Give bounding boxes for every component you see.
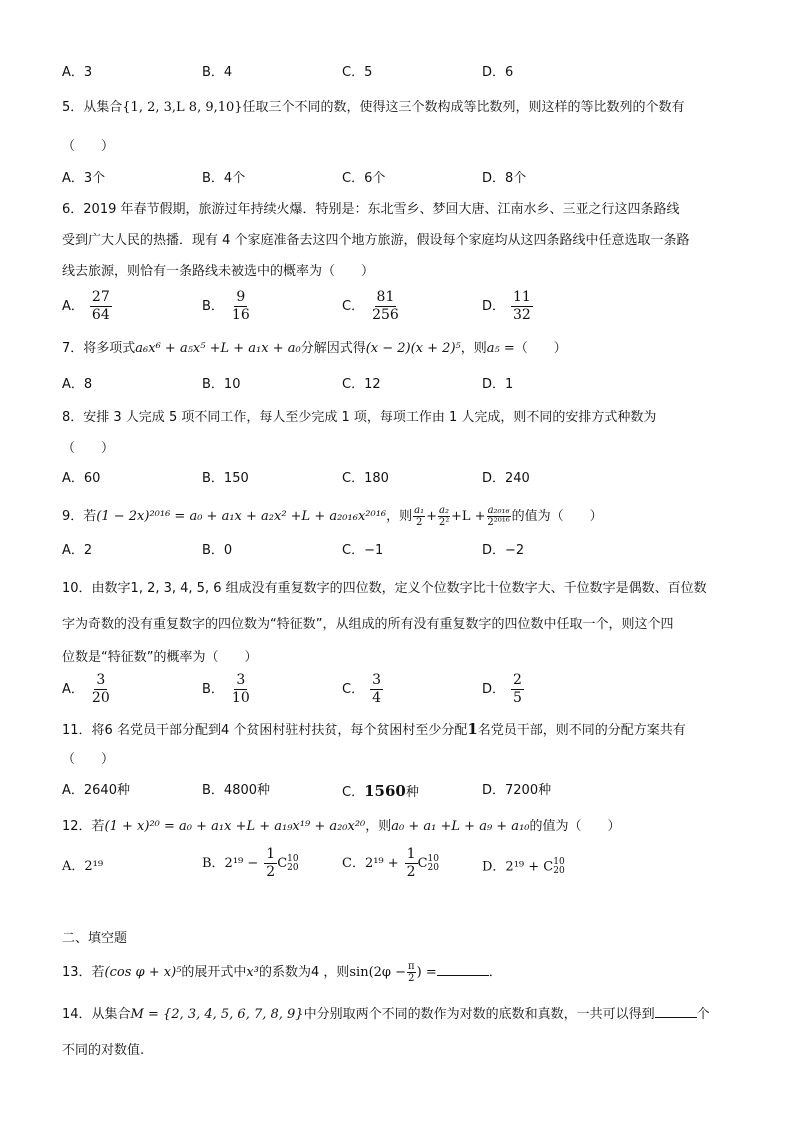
fraction-denominator: 16 <box>231 307 250 323</box>
fraction-numerator: 2 <box>513 672 522 688</box>
fraction-denominator: 2² <box>438 517 450 528</box>
q5-option-a: A．3个 <box>62 171 106 186</box>
q11-stem-text-2: 名党员干部，则不同的分配方案共有 <box>477 723 686 738</box>
q6-option-a <box>62 289 112 324</box>
comb-sub: 20 <box>553 866 565 876</box>
option-label: C． <box>342 682 365 697</box>
fraction <box>230 289 252 324</box>
comb-sup: 10 <box>427 853 439 864</box>
fraction-denominator: 2²⁰¹⁶ <box>487 517 510 528</box>
q10-line-2: 字为奇数的没有重复数字的四位数为“特征数”，从组成的所有没有重复数字的四位数中任取一个，则这个四 <box>62 617 674 632</box>
fraction-numerator: 9 <box>236 289 246 305</box>
q9-stem: 9．若(1 − 2x)²⁰¹⁶ = a₀ + a₁x + a₂x² +L + a₂₀₁₆x²⁰¹⁶，则 $\frac{\text{a₁}}{2}$ + $\frac{\text{a₂}}{\text{2²}}$ +L + $\frac{\text{a₂₀₁₆}}{\text{2²⁰¹⁶}}$ 的值为（ ） <box>62 505 603 528</box>
q11-option-c-unit: 种 <box>405 785 419 800</box>
fraction <box>511 672 524 707</box>
fraction-numerator: 1 <box>406 846 416 862</box>
q10-line-3: 位数是“特征数”的概率为（ ） <box>62 650 258 665</box>
q11-stem <box>62 720 686 740</box>
q10-line-1: 10．由数字1, 2, 3, 4, 5, 6 组成没有重复数字的四位数，定义个位数字比十位数字大、千位数字是偶数、百位数 <box>62 581 707 596</box>
fraction-numerator: 3 <box>96 672 106 688</box>
q13-stem-text-2: 的展开式中 <box>181 965 247 980</box>
q5-stem-text-2: 任取三个不同的数，使得这三个数构成等比数列，则这样的等比数列的个数有 <box>242 100 685 115</box>
fraction-denominator: 256 <box>372 307 399 323</box>
option-label: C． <box>342 299 365 314</box>
fraction <box>230 672 252 707</box>
q13-end: ． <box>488 965 502 980</box>
fraction <box>438 505 450 528</box>
option-label: D． <box>482 682 506 697</box>
q12-option-b <box>202 846 299 881</box>
q5-stem-text: 5．从集合 <box>62 100 123 115</box>
q12-stem-text-2: ，则 <box>365 819 392 834</box>
fraction-numerator: 81 <box>376 289 395 305</box>
option-label: B． <box>202 682 224 697</box>
q11-stem-text: 11．将6 名党员干部分配到4 个贫困村驻村扶贫，每个贫困村至少分配 <box>62 723 468 738</box>
fraction-denominator: 5 <box>513 690 522 706</box>
q6-option-c <box>342 289 401 324</box>
fraction-denominator: 4 <box>372 690 381 706</box>
option-label: C． <box>342 785 365 800</box>
q7-paren: （ ） <box>514 341 567 356</box>
comb-sup: 10 <box>553 857 565 867</box>
q4-option-a: A．3 <box>62 65 93 80</box>
fraction <box>370 672 383 707</box>
q11-paren: （ ） <box>62 752 115 767</box>
q9-expansion: (1 − 2x)²⁰¹⁶ = a₀ + a₁x + a₂x² +L + a₂₀₁₆x²⁰¹⁶ <box>96 509 387 524</box>
fraction-denominator: 2 <box>406 864 416 880</box>
fraction-denominator: 2 <box>415 517 423 528</box>
fraction-denominator: 10 <box>231 690 250 706</box>
q14-line-2: 不同的对数值. <box>62 1043 145 1058</box>
q7-option-c: C．12 <box>342 377 381 392</box>
fraction <box>90 289 112 324</box>
q10-option-a <box>62 672 112 707</box>
q8-option-c: C．180 <box>342 471 389 486</box>
option-label: A． <box>62 682 84 697</box>
q9-option-a: A．2 <box>62 543 93 558</box>
q7-option-a: A．8 <box>62 377 93 392</box>
q6-option-d <box>482 289 533 324</box>
q7-polynomial: a₆x⁶ + a₅x⁵ +L + a₁x + a₀ <box>135 341 301 356</box>
q5-option-b: B．4个 <box>202 171 246 186</box>
q8-option-b: B．150 <box>202 471 249 486</box>
fraction-numerator: a₂ <box>439 505 450 516</box>
q6-line-2: 受到广大人民的热播．现有 4 个家庭准备去这四个地方旅游，假设每个家庭均从这四条路线中任意选取一条路 <box>62 233 690 248</box>
q11-number: 1 <box>467 720 478 738</box>
q9-stem-text: 9．若 <box>62 509 97 524</box>
q9-ellipsis: +L + <box>451 509 486 524</box>
q14-stem-text: 14．从集合 <box>62 1007 131 1022</box>
q13-target-end: ) = <box>416 965 437 980</box>
q7-stem-text: 7．将多项式 <box>62 341 136 356</box>
q7-option-b: B．10 <box>202 377 241 392</box>
q10-option-d <box>482 672 524 707</box>
option-label: A． <box>62 299 84 314</box>
q14-stem-text-3: 个 <box>696 1007 710 1022</box>
q4-option-d: D．6 <box>482 65 514 80</box>
q13-stem <box>62 960 502 986</box>
q14-stem <box>62 1005 710 1024</box>
q8-paren: （ ） <box>62 441 115 456</box>
comb-sub: 20 <box>287 862 299 873</box>
fraction-numerator: π <box>408 961 415 972</box>
q4-option-c: C．5 <box>342 65 373 80</box>
option-label: B． <box>202 299 224 314</box>
q11-option-c-value: 1560 <box>364 782 406 800</box>
q9-stem-text-2: ，则 <box>386 509 413 524</box>
q8-option-d: D．240 <box>482 471 530 486</box>
q12-option-a-text: A．2¹⁹ <box>62 859 104 874</box>
option-label: D． <box>482 299 506 314</box>
q12-sum: a₀ + a₁ +L + a₉ + a₁₀ <box>391 819 530 834</box>
fraction-numerator: 1 <box>266 846 276 862</box>
q12-option-d-text: D．2¹⁹ + C <box>482 859 554 875</box>
q5-set: {1, 2, 3,L 8, 9,10} <box>122 100 243 115</box>
q9-option-d: D．−2 <box>482 543 525 558</box>
q9-option-b: B．0 <box>202 543 233 558</box>
q10-option-b <box>202 672 252 707</box>
combination: C 10 20 <box>417 853 439 873</box>
q11-option-d: D．7200种 <box>482 783 552 798</box>
q4-option-b: B．4 <box>202 65 233 80</box>
q5-option-c: C．6个 <box>342 171 386 186</box>
fraction <box>407 961 416 984</box>
q5-stem <box>62 99 685 117</box>
fraction <box>487 505 511 528</box>
q6-line-3: 线去旅源，则恰有一条路线未被选中的概率为（ ） <box>62 264 375 279</box>
fraction <box>511 289 533 324</box>
q13-stem-text: 13．若 <box>62 965 105 980</box>
q7-option-d: D．1 <box>482 377 514 392</box>
q5-paren: （ ） <box>62 139 115 154</box>
q12-option-c <box>342 846 439 881</box>
fraction-numerator: a₂₀₁₆ <box>487 505 510 516</box>
fraction <box>370 289 401 324</box>
q13-target: sin(2φ − <box>349 965 407 980</box>
q12-option-b-text: B．2¹⁹ − <box>202 856 259 871</box>
q13-stem-text-3: 的系数为4 ，则 <box>258 965 350 980</box>
q8-option-a: A．60 <box>62 471 101 486</box>
q7-target: a₅ = <box>486 341 515 356</box>
q7-stem <box>62 340 567 358</box>
q9-stem-text-3: 的值为（ ） <box>511 509 603 524</box>
q6-line-1: 6．2019 年春节假期，旅游过年持续火爆．特别是：东北雪乡、梦回大唐、江南水乡、三亚之行这四条路线 <box>62 202 680 217</box>
q10-option-c <box>342 672 383 707</box>
q8-stem: 8．安排 3 人完成 5 项不同工作，每人至少完成 1 项，每项工作由 1 人完成，则不同的安排方式种数为 <box>62 410 657 425</box>
fraction-denominator: 64 <box>91 307 110 323</box>
q9-option-c: C．−1 <box>342 543 384 558</box>
fraction <box>413 505 425 528</box>
q11-option-b: B．4800种 <box>202 783 271 798</box>
q11-option-a: A．2640种 <box>62 783 130 798</box>
q12-stem <box>62 818 621 836</box>
q12-stem-text: 12．若 <box>62 819 105 834</box>
q7-stem-text-3: ，则 <box>460 341 487 356</box>
fraction <box>405 846 418 881</box>
q13-expression: (cos φ + x)⁵ <box>104 965 182 980</box>
q14-set: M = {2, 3, 4, 5, 6, 7, 8, 9} <box>130 1007 304 1022</box>
q12-option-c-text: C．2¹⁹ + <box>342 856 399 871</box>
comb-sub: 20 <box>427 862 439 873</box>
fraction-denominator: 2 <box>408 973 415 984</box>
q11-option-c <box>342 782 419 802</box>
q6-option-b <box>202 289 252 324</box>
fraction-denominator: 2 <box>266 864 276 880</box>
q12-expansion: (1 + x)²⁰ = a₀ + a₁x +L + a₁₉x¹⁹ + a₂₀x²⁰ <box>104 819 366 834</box>
q13-term: x³ <box>246 965 259 980</box>
fraction-numerator: 11 <box>513 289 531 305</box>
fraction-numerator: 3 <box>372 672 381 688</box>
comb-sup: 10 <box>287 853 299 864</box>
q12-option-d <box>482 858 565 877</box>
fraction-numerator: 3 <box>236 672 246 688</box>
q12-option-a <box>62 858 103 876</box>
q14-stem-text-2: 中分别取两个不同的数作为对数的底数和真数，一共可以得到 <box>303 1007 655 1022</box>
section-title-fill-in: 二、填空题 <box>62 931 128 946</box>
q12-stem-text-3: 的值为（ ） <box>529 819 621 834</box>
fraction-denominator: 20 <box>91 690 110 706</box>
fraction-numerator: a₁ <box>414 505 425 516</box>
fraction-numerator: 27 <box>91 289 110 305</box>
q7-stem-text-2: 分解因式得 <box>300 341 366 356</box>
q7-factored: (x − 2)(x + 2)⁵ <box>365 341 461 356</box>
combination: C 10 20 <box>277 853 299 873</box>
q14-answer-blank[interactable] <box>655 1005 697 1018</box>
q13-answer-blank[interactable] <box>437 963 489 976</box>
fraction <box>264 846 277 881</box>
q5-option-d: D．8个 <box>482 171 527 186</box>
fraction <box>90 672 112 707</box>
fraction-denominator: 32 <box>513 307 531 323</box>
